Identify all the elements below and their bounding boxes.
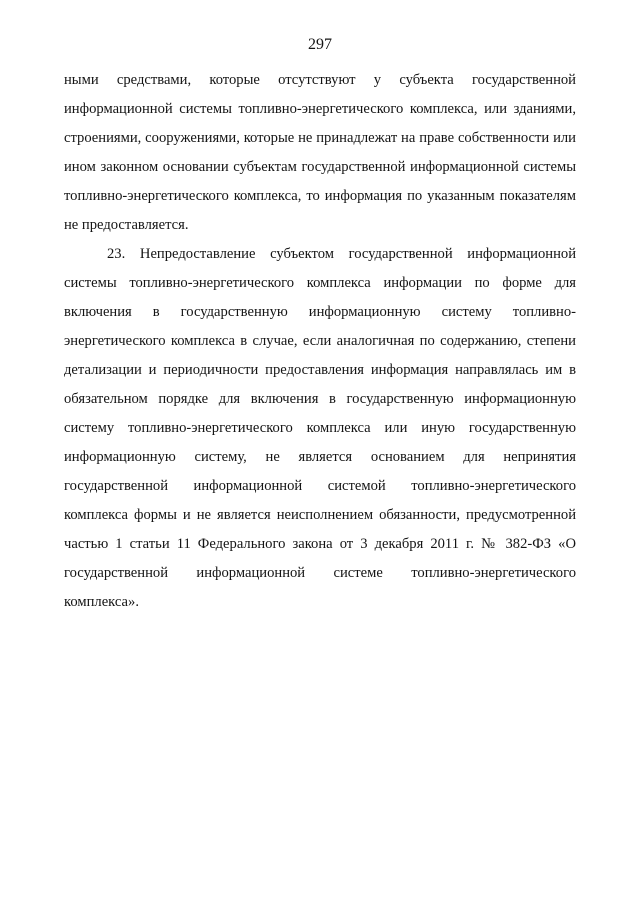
paragraph-23: 23. Непредоставление субъектом государственной информационной системы топливно-энергетического комплекса информации по форме для включения в государственную информационную систему топливно-энергетического комплекса в случае, если аналогичная по содержанию, степени детализации и периодичности предоставления информация направлялась им в обязательном порядке для включения в государственную информационную систему топливно-энергетического комплекса или иную государственную информационную систему, не является основанием для непринятия государственной информационной системой топливно-энергетического комплекса формы и не является неисполнением обязанности, предусмотренной частью 1 статьи 11 Федерального закона от 3 декабря 2011 г. № 382-ФЗ «О государственной информационной системе топливно-энергетического комплекса». xyxy=(64,246,576,610)
paragraph-continuation: ными средствами, которые отсутствуют у субъекта государственной информационной системы топливно-энергетического комплекса, или зданиями, строениями, сооружениями, которые не принадлежат на праве собственности или ином законном основании субъектам государственной информационной системы топливно-энергетического комплекса, то информация по указанным показателям не предоставляется. xyxy=(64,72,576,233)
page-number: 297 xyxy=(308,36,332,53)
document-body xyxy=(64,66,576,617)
